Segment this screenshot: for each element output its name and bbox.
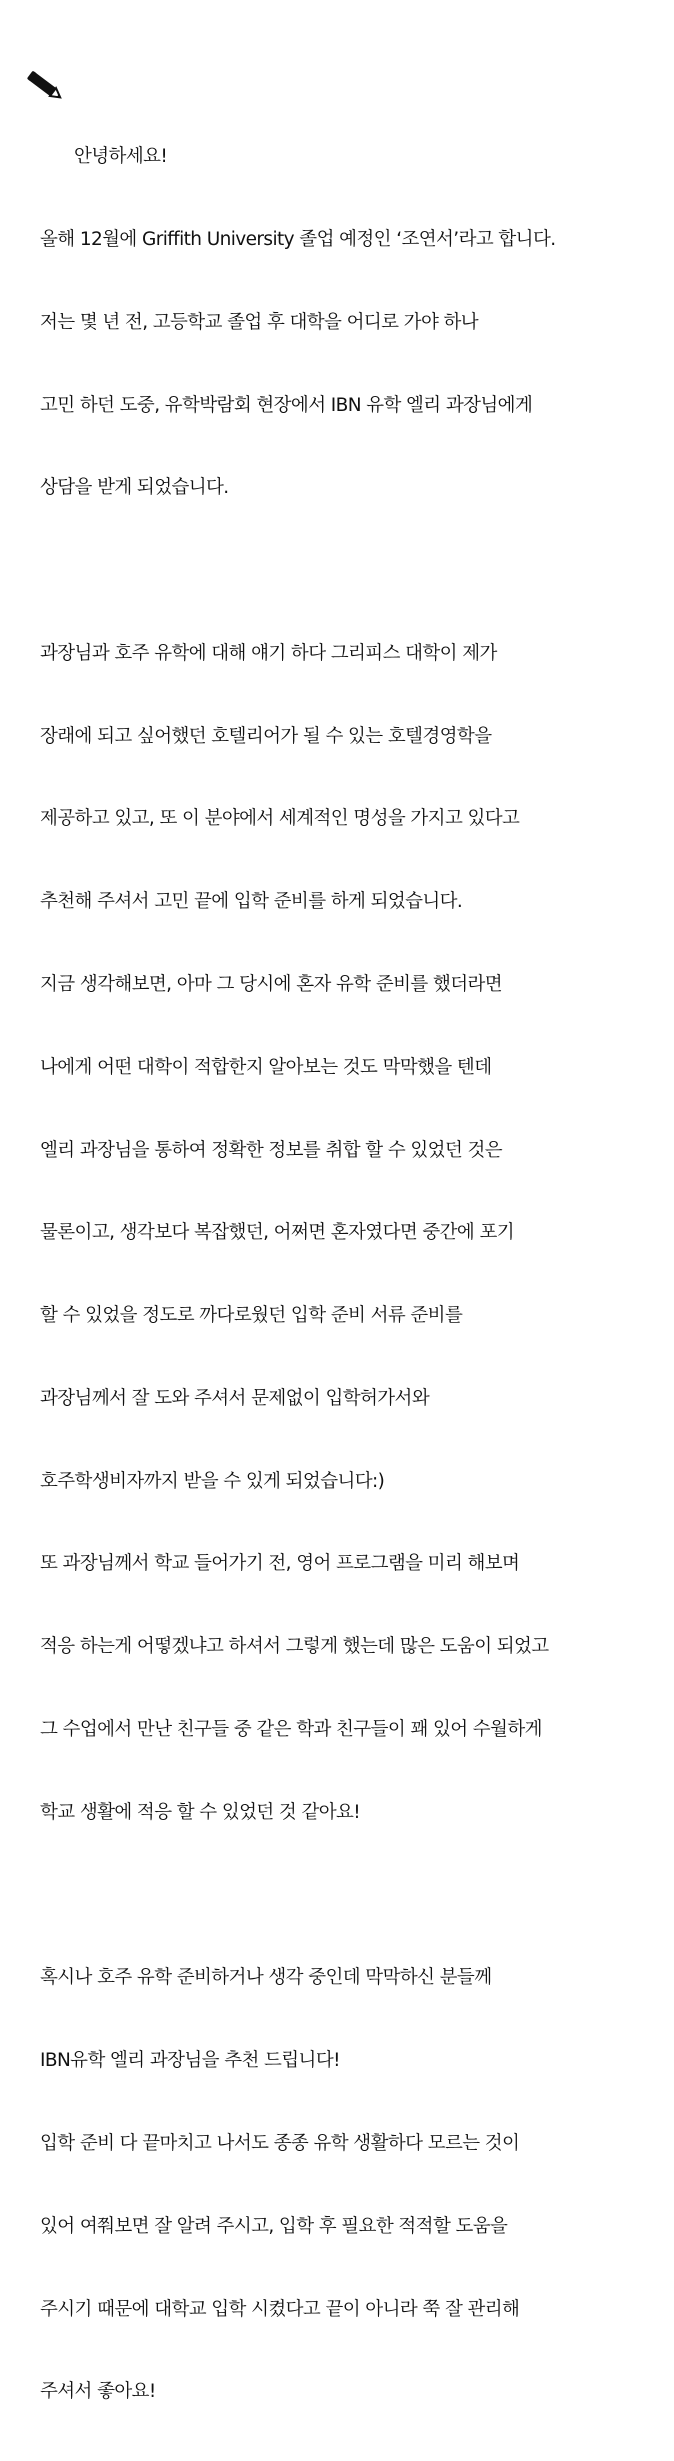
letter-line: 지금 생각해보면, 아마 그 당시에 혼자 유학 준비를 했더라면 [40, 974, 503, 995]
letter-line: IBN유학 엘리 과장님을 추천 드립니다! [40, 2050, 340, 2072]
letter-line: 물론이고, 생각보다 복잡했던, 어쩌면 혼자였다면 중간에 포기 [40, 1222, 515, 1244]
letter-line: 그 수업에서 만난 친구들 중 같은 학과 친구들이 꽤 있어 수월하게 [40, 1719, 542, 1741]
letter-line: 엘리 과장님을 통하여 정확한 정보를 취합 할 수 있었던 것은 [40, 1139, 503, 1161]
letter-line: 나에게 어떤 대학이 적합한지 알아보는 것도 막막했을 텐데 [40, 1056, 492, 1078]
letter-line: 저는 몇 년 전, 고등학교 졸업 후 대학을 어디로 가야 하나 [40, 311, 479, 333]
letter-line: 올해 12월에 Griffith University 졸업 예정인 ‘조연서’라고 합니다. [40, 228, 556, 250]
letter-line: 주셔서 좋아요! [40, 2381, 156, 2403]
testimonial-letter-text [40, 88, 670, 2461]
letter-line: 입학 준비 다 끝마치고 나서도 종종 유학 생활하다 모르는 것이 [40, 2132, 520, 2154]
letter-line: 또 과장님께서 학교 들어가기 전, 영어 프로그램을 미리 해보며 [40, 1553, 520, 1575]
letter-line: 있어 여쭤보면 잘 알려 주시고, 입학 후 필요한 적적할 도움을 [40, 2215, 508, 2237]
letter-line: 과장님께서 잘 도와 주셔서 문제없이 입학허가서와 [40, 1387, 430, 1409]
letter-line: 상담을 받게 되었습니다. [40, 477, 229, 499]
letter-line: 장래에 되고 싶어했던 호텔리어가 될 수 있는 호텔경영학을 [40, 725, 492, 747]
letter-line: 적응 하는게 어떻겠냐고 하셔서 그렇게 했는데 많은 도움이 되었고 [40, 1636, 549, 1658]
letter-line: 추천해 주셔서 고민 끝에 입학 준비를 하게 되었습니다. [40, 891, 463, 913]
letter-line: 호주학생비자까지 받을 수 있게 되었습니다:) [40, 1470, 385, 1492]
letter-line: 제공하고 있고, 또 이 분야에서 세계적인 명성을 가지고 있다고 [40, 808, 520, 830]
letter-line: 할 수 있었을 정도로 까다로웠던 입학 준비 서류 준비를 [40, 1305, 463, 1327]
letter-line: 안녕하세요! [74, 146, 168, 168]
letter-line: 주시기 때문에 대학교 입학 시켰다고 끝이 아니라 쭉 잘 관리해 [40, 2298, 520, 2320]
letter-blank-line [40, 557, 670, 585]
letter-line: 고민 하던 도중, 유학박람회 현장에서 IBN 유학 엘리 과장님에게 [40, 394, 533, 416]
letter-line: 학교 생활에 적응 할 수 있었던 것 같아요! [40, 1801, 361, 1823]
letter-blank-line [40, 1882, 670, 1910]
letter-line: 혹시나 호주 유학 준비하거나 생각 중인데 막막하신 분들께 [40, 1967, 492, 1989]
letter-line: 과장님과 호주 유학에 대해 얘기 하다 그리피스 대학이 제가 [40, 642, 497, 664]
